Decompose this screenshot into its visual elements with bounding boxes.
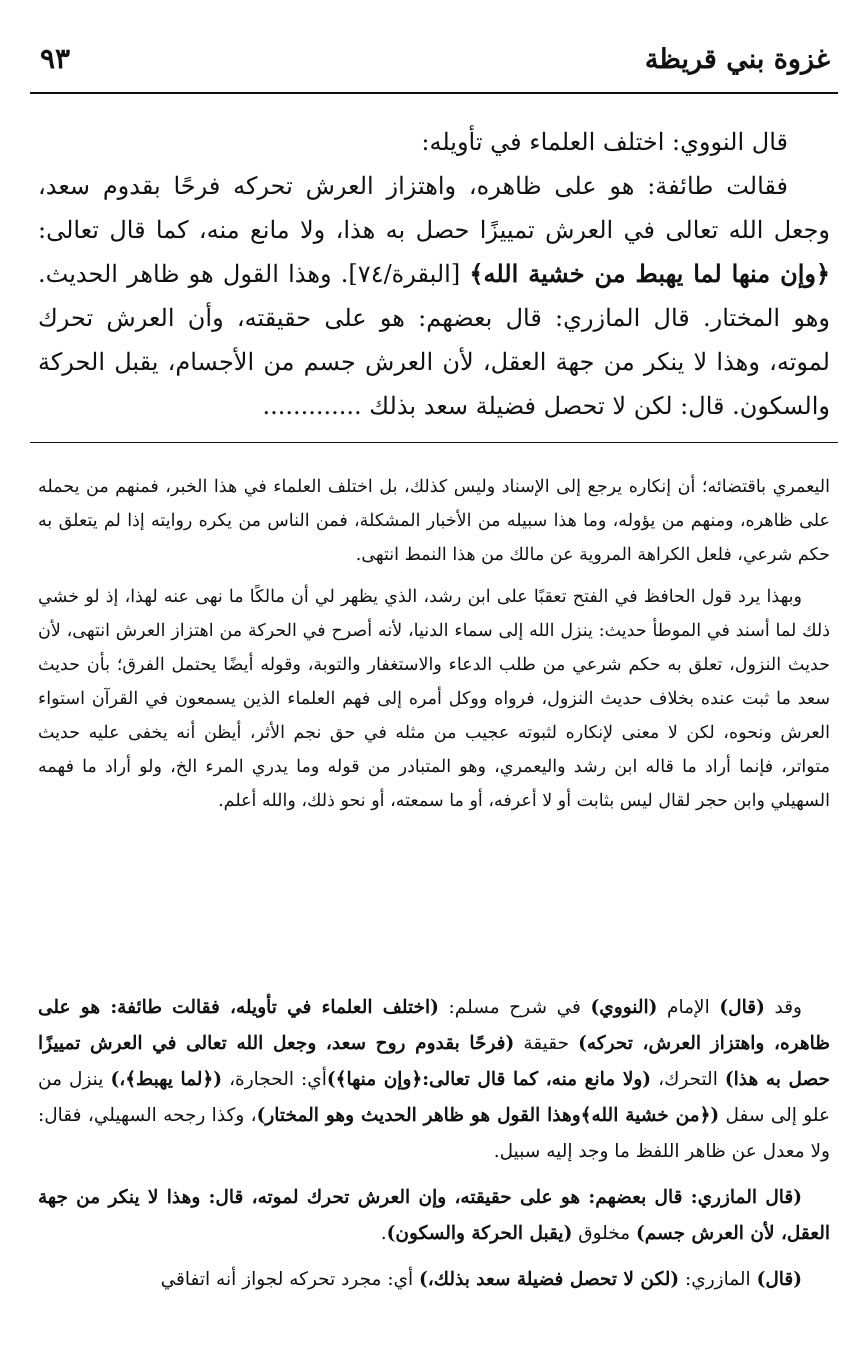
sharh-run: أي: مجرد تحركه لجواز أنه اتفاقي [160,1269,420,1290]
sharh-run: وقد [764,997,802,1018]
sharh-run-bold: (فرحًا بقدوم روح سعد، وجعل الله تعالى في العرش تمييزًا حصل به هذا) [38,1033,830,1090]
commentary-paragraph-2: وبهذا يرد قول الحافظ في الفتح تعقبًا على ابن رشد، الذي يظهر لي أن مالكًا ما نهى عنه لهذا، إذ لو خشي ذلك لما أسند في الموطأ حديث: ينزل الله إلى سماء الدنيا، لأنه أصرح في الحركة من اهتزاز العرش انتهى، لأن حديث النزول، تعلق به حكم شرعي من طلب الدعاء والاستغفار والتوبة، وقوله أيضًا يحتمل الفرق؛ بأن حديث سعد ما ثبت عنده بخلاف حديث النزول، فرواه ووكل أمره إلى فهم العلماء الذين يسمعون في القرآن استواء العرش ونحوه، لكن لا معنى لإنكاره لثبوته عجيب من مثله في حق نجم الأثر، أيظن أنه يخفى عليه حديث متواتر، فإنما أراد ما قاله ابن رشد واليعمري، وهو المتبادر من قوله وما يدري المرء الخ، ولو أراد ما فهمه السهيلي وابن حجر لقال ليس بثابت أو لا أعرفه، أو ما سمعته، أو نحو ذلك، والله أعلم. [38,587,830,811]
sharh-run: ينزل من علو إلى سفل [38,1069,830,1126]
sharh-run-bold: (ولا مانع منه، كما قال تعالى:﴿وإن منها﴾) [326,1069,652,1090]
sharh-run: . [380,1223,387,1244]
sharh-run: أي: الحجارة، [222,1069,327,1090]
sharh-run: التحرك، [651,1069,725,1090]
sharh-run: حقيقة [514,1033,579,1054]
running-title: غزوة بني قريظة [644,44,830,75]
main-paragraph-1: قال النووي: اختلف العلماء في تأويله: [421,128,788,156]
sharh-run-bold: (اختلف العلماء في تأويله، فقالت طائفة: هو على ظاهره، واهتزاز العرش، تحركه) [38,997,831,1054]
sharh-run: مخلوق [572,1223,636,1244]
header-rule [30,92,838,94]
main-paragraph-2-b: [البقرة/٧٤]. وهذا القول هو ظاهر الحديث. وهو المختار. قال المازري: قال بعضهم: هو على حقيقته، وأن العرش تحرك لموته، وهذا لا ينكر من جهة العقل، لأن العرش جسم من الأجسام، يقبل الحركة والسكون. قال: لكن لا تحصل فضيلة سعد بذلك ............. [38,260,830,420]
commentary [38,470,830,826]
commentary-paragraph-1: اليعمري باقتضائه؛ أن إنكاره يرجع إلى الإسناد وليس كذلك، بل اختلف العلماء في هذا الخبر، فمنهم من يحمله على ظاهره، ومنهم من يؤوله، وما هذا سبيله من الأخبار المشكلة، فمن الناس من يكره روايته إذا لم يتعلق به حكم شرعي، فلعل الكراهة المروية عن مالك من هذا النمط انتهى. [38,477,830,565]
sharh-run-bold: (﴿لما يهبط﴾،) [110,1069,223,1090]
page-number: ٩٣ [40,42,71,75]
page-header [30,40,838,86]
sharh-run-bold: (لكن لا تحصل فضيلة سعد بذلك،) [419,1269,680,1290]
book-page [30,0,838,1364]
sharh-run-bold: (النووي) [590,997,658,1018]
sharh-run: في شرح مسلم: [438,997,591,1018]
sharh-paragraph-3 [38,1262,830,1298]
sharh-section [38,990,830,1308]
sharh-run-bold: (قال المازري: قال بعضهم: هو على حقيقته، وإن العرش تحرك لموته، قال: وهذا لا ينكر من جهة العقل، لأن العرش جسم) [38,1187,830,1244]
quran-quote: ﴿وإن منها لما يهبط من خشية الله﴾ [469,259,831,288]
main-paragraph-2 [38,164,830,428]
sharh-run-bold: (قال) [719,997,765,1018]
sharh-run-bold: (يقبل الحركة والسكون) [386,1223,573,1244]
sharh-paragraph-1 [38,990,830,1170]
sharh-run: المازري: [679,1269,757,1290]
sharh-paragraph-2 [38,1180,830,1252]
sharh-run-bold: (قال) [756,1269,802,1290]
main-paragraph-2-a: فقالت طائفة: هو على ظاهره، واهتزاز العرش تحركه فرحًا بقدوم سعد، وجعل الله تعالى في العرش تمييزًا حصل به هذا، ولا مانع منه، كما قال تعالى: [38,172,830,244]
main-text [38,120,830,428]
sharh-run: ، وكذا رجحه السهيلي، فقال: ولا معدل عن ظاهر اللفظ ما وجد إليه سبيل. [38,1105,830,1162]
sharh-run-bold: (﴿من خشية الله﴾وهذا القول هو ظاهر الحديث وهو المختار) [256,1105,720,1126]
sharh-run: الإمام [657,997,720,1018]
footnote-rule [30,442,838,443]
